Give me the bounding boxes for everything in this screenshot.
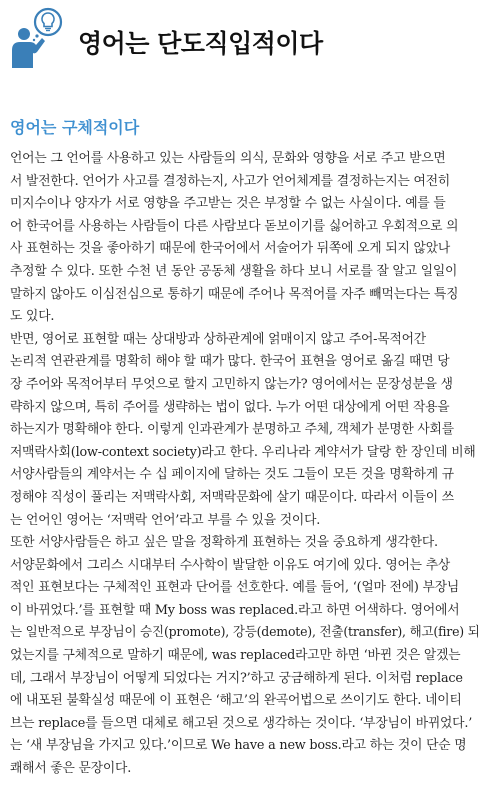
person-with-lightbulb-idea-icon xyxy=(4,4,68,68)
text-line: 반면, 영어로 표현할 때는 상대방과 상하관계에 얽매이지 않고 주어-목적어간 xyxy=(10,331,426,347)
section-heading: 영어는 구체적이다 xyxy=(10,118,140,137)
text-line: 서 발전한다. 언어가 사고를 결정하는지, 사고가 언어체계를 결정하는지는 여전히 xyxy=(10,173,451,189)
text-line: 또한 서양사람들은 하고 싶은 말을 정확하게 표현하는 것을 중요하게 생각한다. xyxy=(10,535,438,551)
text-line: 미지수이나 양자가 서로 영향을 주고받는 것은 부정할 수 없는 사실이다. 예를 들 xyxy=(10,196,446,212)
text-line: 략하지 않으며, 특히 주어를 생략하는 법이 없다. 누가 어떤 대상에게 어떤 작용을 xyxy=(10,399,450,415)
text-line: 었는지를 구체적으로 말하기 때문에, was replaced라고만 하면 ‘바뀐 것은 알겠는 xyxy=(10,648,461,664)
text-line: 장 주어와 목적어부터 무엇으로 할지 고민하지 않는가? 영어에서는 문장성분을 생 xyxy=(10,376,453,392)
text-line: 는 일반적으로 부장님이 승진(promote), 강등(demote), 전출(transfer), 해고(fire) 되 xyxy=(10,625,480,641)
idea-illustration xyxy=(4,4,68,68)
text-line: 브는 replace를 들으면 대체로 해고된 것으로 생각하는 것이다. ‘부장님이 바뀌었다.’ xyxy=(10,715,473,731)
text-line: 쾌해서 좋은 문장이다. xyxy=(10,761,132,777)
text-line: 서양문화에서 그리스 시대부터 수사학이 발달한 이유도 여기에 있다. 영어는 추상 xyxy=(10,557,451,573)
text-line: 에 내포된 불확실성 때문에 이 표현은 ‘해고’의 완곡어법으로 쓰이기도 한다. 네이티 xyxy=(10,693,462,709)
text-line: 추정할 수 있다. 또한 수천 년 동안 공동체 생활을 하다 보니 서로를 잘 알고 일일이 xyxy=(10,263,458,279)
text-line: 저맥락사회(low-context society)라고 한다. 우리나라 계약서가 달랑 한 장인데 비해 xyxy=(10,444,476,460)
text-line: 정해야 직성이 풀리는 저맥락사회, 저맥락문화에 살기 때문이다. 따라서 이들이 쓰 xyxy=(10,489,454,505)
page-title: 영어는 단도직입적이다 xyxy=(78,29,323,58)
text-line: 어 한국어를 사용하는 사람들이 다른 사람보다 돋보이기를 싫어하고 우회적으로 의 xyxy=(10,218,459,234)
text-line: 서양사람들의 계약서는 수 십 페이지에 달하는 것도 그들이 모든 것을 명확하게 규 xyxy=(10,467,454,483)
body-text xyxy=(10,148,482,781)
text-line: 사 표현하는 것을 좋아하기 때문에 한국어에서 서술어가 뒤쪽에 오게 되지 않았나 xyxy=(10,241,451,257)
text-line: 는 언어인 영어는 ‘저맥락 언어’라고 부를 수 있을 것이다. xyxy=(10,512,321,528)
text-line: 말하지 않아도 이심전심으로 통하기 때문에 주어나 목적어를 자주 빼먹는다는 특징 xyxy=(10,286,459,302)
text-line: 하는지가 명확해야 한다. 이렇게 인과관계가 분명하고 주체, 객체가 분명한 사회를 xyxy=(10,422,454,438)
text-line: 도 있다. xyxy=(10,309,55,325)
text-line: 는 ‘새 부장님을 가지고 있다.’이므로 We have a new boss.라고 하는 것이 단순 명 xyxy=(10,738,467,754)
text-line: 이 바뀌었다.’를 표현할 때 My boss was replaced.라고 하면 어색하다. 영어에서 xyxy=(10,602,460,618)
header xyxy=(0,0,487,80)
text-line: 논리적 연관관계를 명확히 해야 할 때가 많다. 한국어 표현을 영어로 옮길 때면 당 xyxy=(10,354,450,370)
text-line: 언어는 그 언어를 사용하고 있는 사람들의 의식, 문화와 영향을 서로 주고 받으면 xyxy=(10,151,446,166)
text-line: 데, 그래서 부장님이 어떻게 되었다는 거지?’하고 궁금해하게 된다. 이처럼 replace xyxy=(10,670,463,686)
text-line: 적인 표현보다는 구체적인 표현과 단어를 선호한다. 예를 들어, ‘(얼마 전에) 부장님 xyxy=(10,580,460,596)
